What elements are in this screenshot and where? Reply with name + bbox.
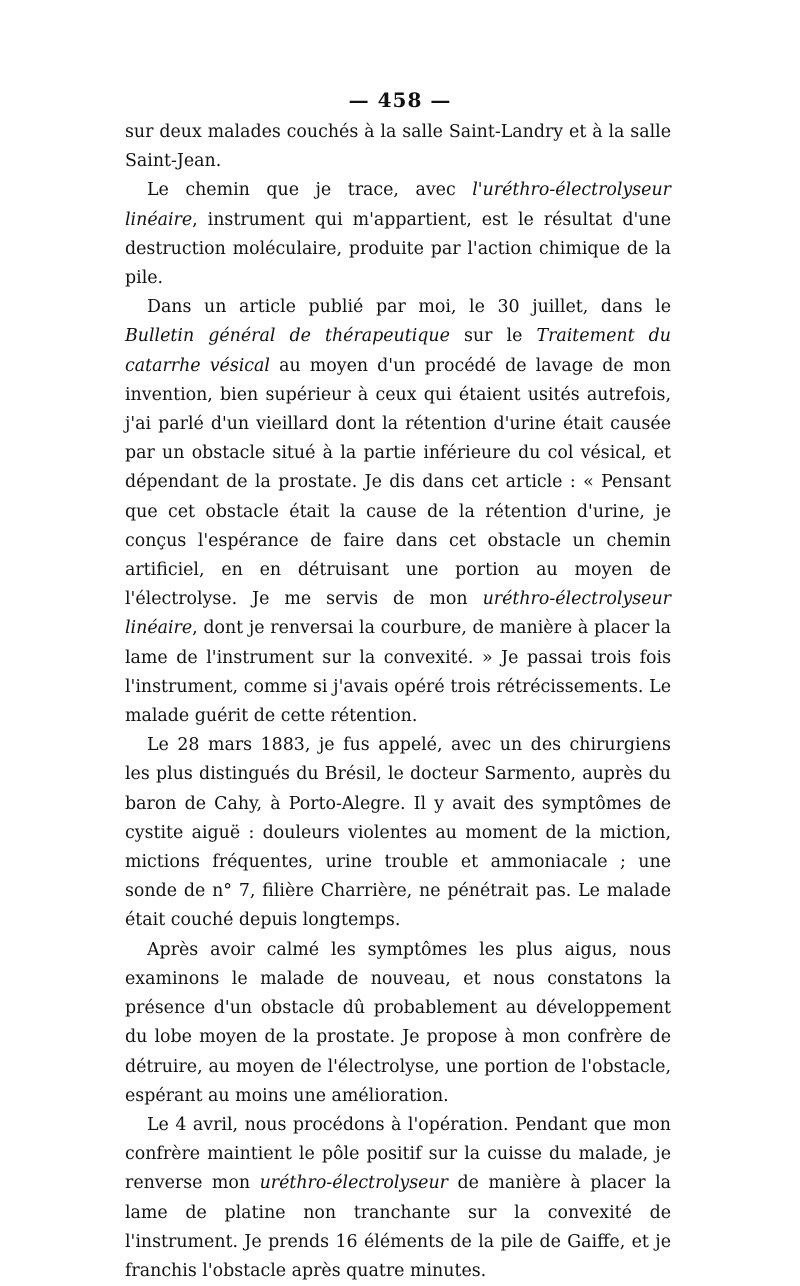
body-text [125,118,671,1286]
text-run: sur le [449,326,537,347]
paragraph [125,118,671,176]
italic-text: l'uréthro-électrolyseur linéaire [125,180,671,230]
italic-text: uréthro-électrolyseur linéaire [125,589,671,639]
italic-text: Bulletin général de thérapeutique [125,326,450,347]
italic-text: Traitement du catarrhe vésical [125,326,671,376]
text-run: , instrument qui m'appartient, est le résultat d'une destruction moléculaire, produite par l'action chimique de la pile. [125,209,671,289]
text-run: Le 28 mars 1883, je fus appelé, avec un des chirurgiens les plus distingués du Brésil, le docteur Sarmento, auprès du baron de Cahy, à Porto-Alegre. Il y avait des symptômes de cystite aiguë : douleurs violentes au moment de la miction, mictions fréquentes, urine trouble et ammoniacale ; une sonde de n° 7, filière Charrière, ne pénétrait pas. Le malade était couché depuis longtemps. [125,735,671,931]
text-run: Le chemin que je trace, avec [147,180,473,201]
paragraph [125,936,671,1111]
text-run: Dans un article publié par moi, le 30 juillet, dans le [147,297,671,318]
text-run: , dont je renversai la courbure, de manière à placer la lame de l'instrument sur la convexité. » Je passai trois fois l'instrument, comme si j'avais opéré trois rétrécissements. Le malade guérit de cette rétention. [125,618,671,727]
italic-text: uréthro-électrolyseur [259,1173,448,1194]
text-run: sur deux malades couchés à la salle Saint-Landry et à la salle Saint-Jean. [125,122,671,172]
page-number: — 458 — [348,88,452,112]
paragraph [125,293,671,731]
paragraph [125,731,671,935]
text-run: Le 4 avril, nous procédons à l'opération. Pendant que mon confrère maintient le pôle positif sur la cuisse du malade, je renverse mon [125,1114,671,1194]
paragraph [125,176,671,293]
text-run: au moyen d'un procédé de lavage de mon invention, bien supérieur à ceux qui étaient usités autrefois, j'ai parlé d'un vieillard dont la rétention d'urine était causée par un obstacle situé à la partie inférieure du col vésical, et dépendant de la prostate. Je dis dans cet article : « Pensant que cet obstacle était la cause de la rétention d'urine, je conçus l'espérance de faire dans cet obstacle un chemin artificiel, en en détruisant une portion au moyen de l'électrolyse. Je me servis de mon [125,355,672,610]
text-run: de manière à placer la lame de platine non tranchante sur la convexité de l'instrument. Je prends 16 éléments de la pile de Gaiffe, et je franchis l'obstacle après quatre minutes. [125,1173,671,1281]
text-run: Après avoir calmé les symptômes les plus aigus, nous examinons le malade de nouveau, et nous constatons la présence d'un obstacle dû probablement au développement du lobe moyen de la prostate. Je propose à mon confrère de détruire, au moyen de l'électrolyse, une portion de l'obstacle, espérant au moins une amélioration. [125,939,671,1106]
paragraph [125,1111,671,1286]
